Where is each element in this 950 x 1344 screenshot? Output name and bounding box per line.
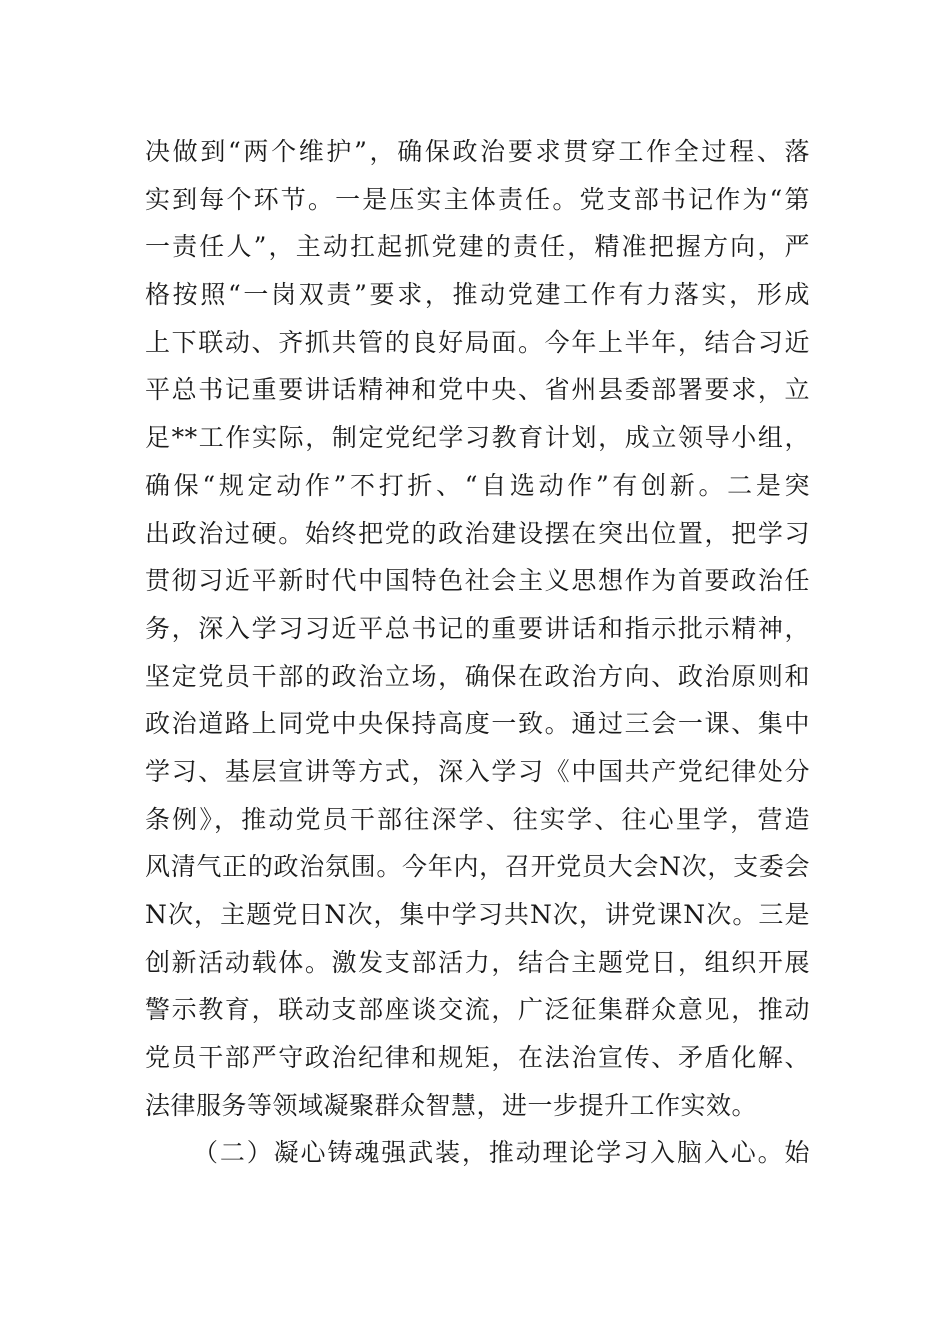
text-line: 决做到“两个维护”，确保政治要求贯穿工作全过程、落 [145,137,810,166]
text-line: 格按照“一岗双责”要求，推动党建工作有力落实，形成 [145,280,810,310]
text-line: 出政治过硬。始终把党的政治建设摆在突出位置，把学习 [145,518,810,548]
text-line: 务，深入学习习近平总书记的重要讲话和指示批示精神， [145,613,810,643]
text-line: 党员干部严守政治纪律和规矩，在法治宣传、矛盾化解、 [145,1043,810,1073]
text-line: 创新活动载体。激发支部活力，结合主题党日，组织开展 [145,947,810,977]
text-line: 平总书记重要讲话精神和党中央、省州县委部署要求，立 [145,375,810,405]
text-line: 足**工作实际，制定党纪学习教育计划，成立领导小组， [145,423,810,453]
body-text [145,128,810,1177]
section-heading-line: （二）凝心铸魂强武装，推动理论学习入脑入心。始 [193,1138,810,1168]
text-line: 学习、基层宣讲等方式，深入学习《中国共产党纪律处分 [145,756,810,786]
text-line: 实到每个环节。一是压实主体责任。党支部书记作为“第 [145,184,810,214]
text-line: 政治道路上同党中央保持高度一致。通过三会一课、集中 [145,709,810,739]
text-line: 警示教育，联动支部座谈交流，广泛征集群众意见，推动 [145,995,810,1025]
paragraph-last-line: 法律服务等领域凝聚群众智慧，进一步提升工作实效。 [145,1090,758,1120]
text-line: 贯彻习近平新时代中国特色社会主义思想作为首要政治任 [145,566,810,596]
text-line: 确保“规定动作”不打折、“自选动作”有创新。二是突 [145,470,810,500]
text-line: N次，主题党日N次，集中学习共N次，讲党课N次。三是 [145,900,810,929]
text-line: 坚定党员干部的政治立场，确保在政治方向、政治原则和 [145,661,810,691]
text-line: 条例》，推动党员干部往深学、往实学、往心里学，营造 [145,804,810,834]
text-line: 风清气正的政治氛围。今年内，召开党员大会N次，支委会 [145,852,810,882]
text-line: 上下联动、齐抓共管的良好局面。今年上半年，结合习近 [145,327,810,357]
text-line: 一责任人”，主动扛起抓党建的责任，精准把握方向，严 [145,232,810,262]
